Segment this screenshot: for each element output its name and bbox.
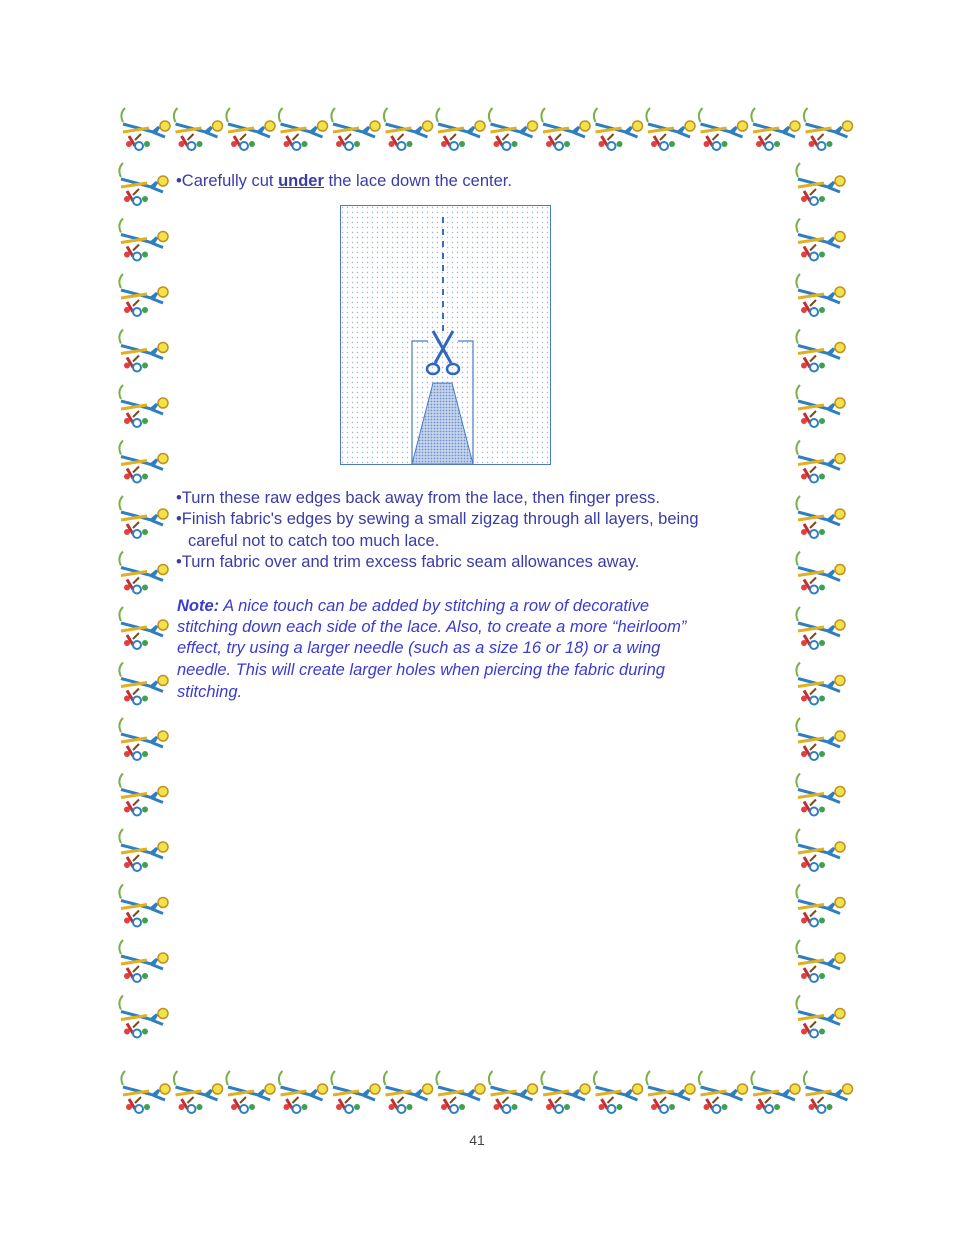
instruction-finish-edges-cont: careful not to catch too much lace. <box>188 532 440 550</box>
note-line-5: stitching. <box>177 683 243 701</box>
note-line-3: effect, try using a larger needle (such as a size 16 or 18) or a wing <box>177 639 661 657</box>
instruction-trim: •Turn fabric over and trim excess fabric seam allowances away. <box>176 553 640 571</box>
step1-prefix: •Carefully cut <box>176 172 279 190</box>
lace-cutting-diagram <box>340 205 552 467</box>
note-line-4: needle. This will create larger holes when piercing the fabric during <box>177 661 665 679</box>
page-number: 41 <box>469 1132 485 1148</box>
step1-emphasis: under <box>278 172 324 190</box>
note-line-1 <box>177 597 649 616</box>
instruction-turn-edges: •Turn these raw edges back away from the lace, then finger press. <box>176 489 660 507</box>
note-label: Note: <box>177 597 220 615</box>
note-text-1: A nice touch can be added by stitching a row of decorative <box>219 597 650 615</box>
instruction-cut <box>176 172 512 191</box>
instruction-finish-edges: •Finish fabric's edges by sewing a small zigzag through all layers, being <box>176 510 699 528</box>
note-line-2: stitching down each side of the lace. Also, to create a more “heirloom” <box>177 618 687 636</box>
step1-suffix: the lace down the center. <box>323 172 512 190</box>
